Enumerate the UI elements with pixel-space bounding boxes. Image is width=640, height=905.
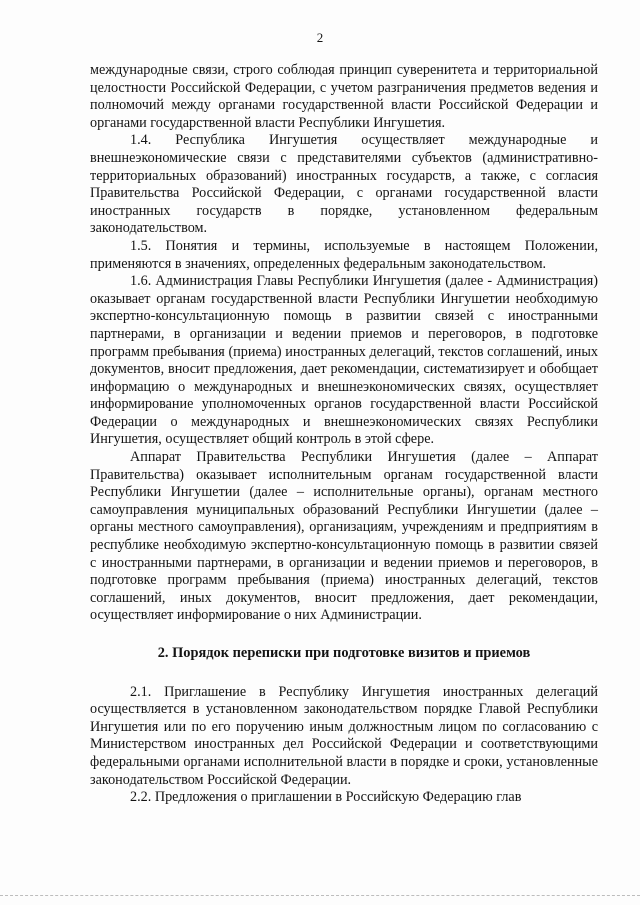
page-number: 2 (316, 30, 324, 45)
paragraph: 2.2. Предложения о приглашении в Российскую Федерацию глав (130, 789, 522, 806)
paragraph: 1.4. Республика Ингушетия осуществляет международные и внешнеэкономические связи с представителями субъектов (административно-территориальных образований) иностранных государств, а также, с согласия Правительства Российской Федерации, с органами государственной власти иностранных государств в порядке, установленном федеральным законодательством. (90, 132, 598, 237)
paragraph: Аппарат Правительства Республики Ингушетия (далее – Аппарат Правительства) оказывает исполнительным органам государственной власти Республики Ингушетии (далее – исполнительные органы), органам местного самоуправления муниципальных образований Республики Ингушетии (далее – органы местного самоуправления), организациям, учреждениям и предприятиям в республике необходимую экспертно-консультационную помощь в развитии связей с иностранными партнерами, в организации и ведении приемов и переговоров, в подготовке программ пребывания (приема) иностранных делегаций, текстов соглашений, иных документов, вносит предложения, дает рекомендации, осуществляет информирование о них Администрации. (90, 449, 598, 624)
paragraph-group-before-heading (90, 62, 598, 625)
paragraph-group-after-heading (90, 684, 598, 807)
document-body (90, 62, 598, 807)
paragraph: 2.1. Приглашение в Республику Ингушетия иностранных делегаций осуществляется в установленном законодательством порядке Главой Республики Ингушетия или по его поручению иным должностным лицом по согласованию с Министерством иностранных дел Российской Федерации и соответствующими федеральными органами исполнительной власти в порядке и сроки, установленные законодательством Российской Федерации. (90, 683, 598, 788)
paragraph: международные связи, строго соблюдая принцип суверенитета и территориальной целостности Российской Федерации, с учетом разграничения предметов ведения и полномочий между органами государственной власти Российской Федерации и органами государственной власти Республики Ингушетия. (90, 62, 598, 131)
paragraph: 1.6. Администрация Главы Республики Ингушетия (далее - Администрация) оказывает органам государственной власти Республики Ингушетии необходимую экспертно-консультационную помощь в развитии связей с иностранными партнерами, в организации и ведении приемов и переговоров, в подготовке программ пребывания (приема) иностранных делегаций, текстов соглашений, иных документов, вносит предложения, дает рекомендации, систематизирует и обобщает информацию о международных и внешнеэкономических связях, осуществляет информирование уполномоченных органов государственной власти Российской Федерации о международных и внешнеэкономических связях Республики Ингушетия, осуществляет общий контроль в этой сфере. (90, 273, 598, 448)
section-heading: 2. Порядок переписки при подготовке визитов и приемов (157, 645, 531, 661)
scan-edge-line (0, 895, 640, 897)
paragraph: 1.5. Понятия и термины, используемые в настоящем Положении, применяются в значениях, определенных федеральным законодательством. (90, 237, 598, 272)
